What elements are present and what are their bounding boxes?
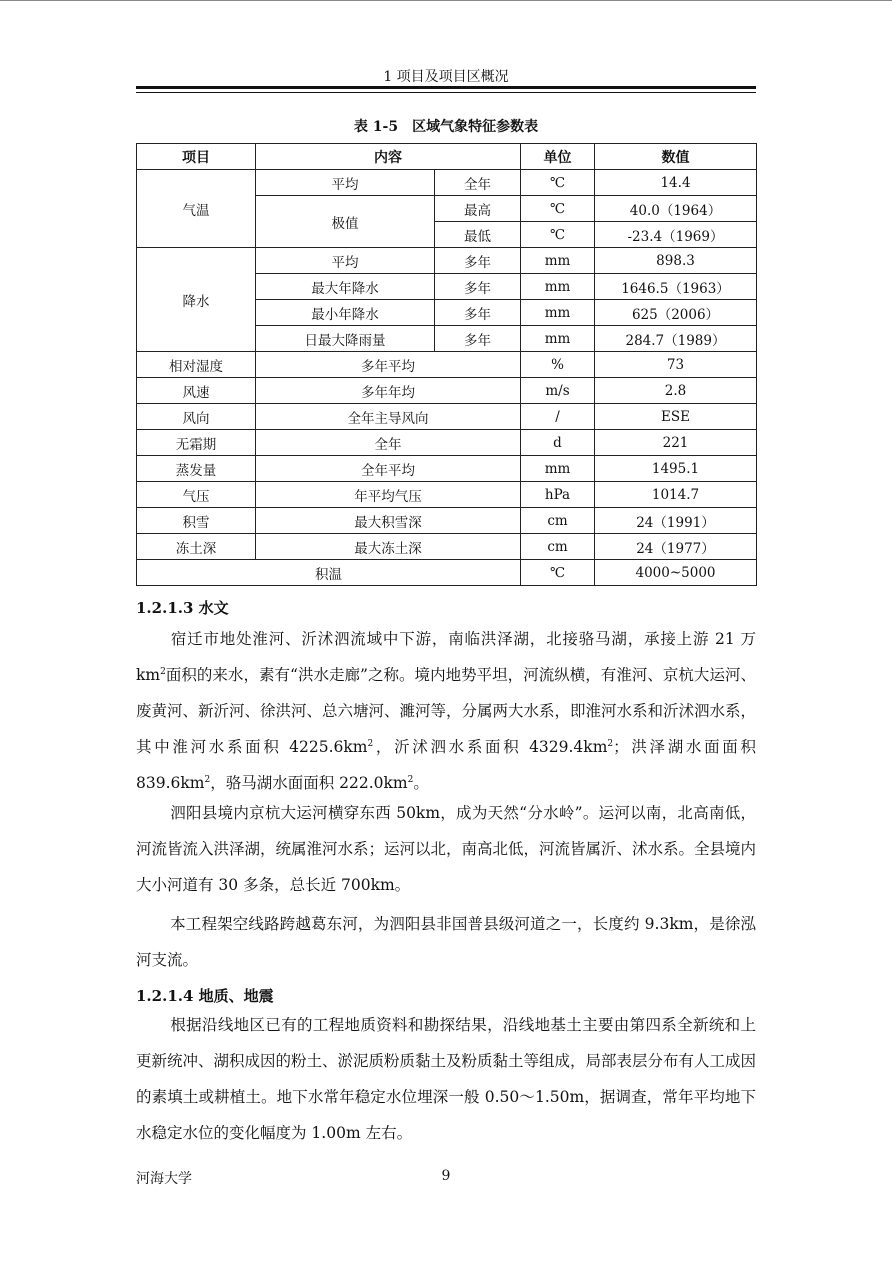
footer-page-number: 9 — [441, 1168, 451, 1184]
row-content: 全年平均 — [256, 456, 521, 482]
text-run: 面积的来水，素有“洪水走廊”之称。境内地势平坦，河流纵横，有淮河、京杭大运河、废黄河、新沂河、徐洪河、总六塘河、濉河等，分属两大水系，即淮河水系和沂沭泗水系，其中淮河水系面积 4225.6km — [136, 666, 757, 756]
running-header: 1 项目及项目区概况 — [383, 69, 509, 85]
row-unit: d — [521, 430, 595, 456]
temperature-max-unit: ℃ — [521, 196, 595, 222]
row-unit: cm — [521, 508, 595, 534]
precip-period: 多年 — [435, 326, 521, 352]
header-rule-thin — [136, 92, 756, 93]
table-row — [137, 352, 757, 378]
precip-label: 最大年降水 — [256, 274, 435, 300]
hydrology-paragraph-1 — [136, 621, 756, 801]
row-content: 多年平均 — [256, 352, 521, 378]
precip-unit: mm — [521, 326, 595, 352]
row-item: 蒸发量 — [137, 456, 256, 482]
text-run: ；洪泽湖水面面积 839.6km — [136, 738, 756, 792]
superscript: 2 — [160, 667, 166, 677]
section-heading-hydrology: 1.2.1.3 水文 — [136, 599, 229, 617]
row-content: 全年 — [256, 430, 521, 456]
superscript: 2 — [204, 775, 211, 785]
header-unit: 单位 — [521, 144, 595, 170]
superscript: 2 — [367, 739, 374, 749]
table-row — [137, 378, 757, 404]
superscript: 2 — [407, 775, 414, 785]
row-item: 风速 — [137, 378, 256, 404]
table-row — [137, 508, 757, 534]
temperature-extreme-label: 极值 — [256, 196, 435, 248]
precip-unit: mm — [521, 274, 595, 300]
hydrology-paragraph-3 — [136, 906, 756, 978]
row-item: 风向 — [137, 404, 256, 430]
table-row — [137, 248, 757, 274]
temperature-min-unit: ℃ — [521, 222, 595, 248]
header-item: 项目 — [137, 144, 256, 170]
precip-value: 898.3 — [595, 248, 757, 274]
accumulated-temperature-unit: ℃ — [521, 560, 595, 586]
text-run: 本工程架空线路跨越葛东河，为泗阳县非国普县级河道之一，长度约 9.3km，是徐泓河支流。 — [136, 915, 756, 969]
row-content: 全年主导风向 — [256, 404, 521, 430]
row-unit: mm — [521, 456, 595, 482]
section-heading-geology: 1.2.1.4 地质、地震 — [136, 987, 274, 1005]
text-run: ，骆马湖水面面积 222.0km — [210, 774, 408, 792]
row-unit: cm — [521, 534, 595, 560]
precip-value: 625（2006） — [595, 300, 757, 326]
table-row — [137, 456, 757, 482]
row-value: 24（1991） — [595, 508, 757, 534]
table-row — [137, 170, 757, 196]
row-value: ESE — [595, 404, 757, 430]
temperature-min-value: -23.4（1969） — [595, 222, 757, 248]
precip-label: 最小年降水 — [256, 300, 435, 326]
precip-period: 多年 — [435, 300, 521, 326]
temperature-avg-value: 14.4 — [595, 170, 757, 196]
row-unit: / — [521, 404, 595, 430]
precip-period: 多年 — [435, 274, 521, 300]
row-value: 1495.1 — [595, 456, 757, 482]
row-content: 最大积雪深 — [256, 508, 521, 534]
row-value: 1014.7 — [595, 482, 757, 508]
table-row — [137, 560, 757, 586]
text-run: ，沂沭泗水系面积 4329.4km — [373, 738, 608, 756]
temperature-item-cell: 气温 — [137, 170, 256, 248]
hydrology-paragraph-2 — [136, 795, 756, 903]
row-item: 相对湿度 — [137, 352, 256, 378]
precip-value: 284.7（1989） — [595, 326, 757, 352]
temperature-max-label: 最高 — [435, 196, 521, 222]
table-row — [137, 534, 757, 560]
temperature-avg-unit: ℃ — [521, 170, 595, 196]
row-item: 积雪 — [137, 508, 256, 534]
row-value: 73 — [595, 352, 757, 378]
row-unit: % — [521, 352, 595, 378]
precipitation-item-cell: 降水 — [137, 248, 256, 352]
precip-unit: mm — [521, 300, 595, 326]
climate-parameter-table — [136, 143, 757, 586]
row-item: 无霜期 — [137, 430, 256, 456]
text-run: 宿迁市地处淮河、沂沭泗流域中下游，南临洪泽湖，北接骆马湖，承接上游 21 万 km — [136, 630, 756, 684]
row-unit: m/s — [521, 378, 595, 404]
precip-unit: mm — [521, 248, 595, 274]
superscript: 2 — [607, 739, 614, 749]
temperature-avg-period: 全年 — [435, 170, 521, 196]
table-row — [137, 430, 757, 456]
precip-label: 平均 — [256, 248, 435, 274]
table-row — [137, 404, 757, 430]
text-run: 根据沿线地区已有的工程地质资料和勘探结果，沿线地基土主要由第四系全新统和上更新统冲、湖积成因的粉土、淤泥质粉质黏土及粉质黏土等组成，局部表层分布有人工成因的素填土或耕植土。地下水常年稳定水位埋深一般 0.50～1.50m，据调查，常年平均地下水稳定水位的变化幅度为 1.00m 左右。 — [136, 1016, 757, 1142]
row-value: 221 — [595, 430, 757, 456]
accumulated-temperature-item: 积温 — [137, 560, 521, 586]
row-item: 冻土深 — [137, 534, 256, 560]
row-value: 2.8 — [595, 378, 757, 404]
text-run: 。 — [413, 774, 429, 792]
header-rule-thick — [136, 86, 756, 89]
precip-label: 日最大降雨量 — [256, 326, 435, 352]
row-value: 24（1977） — [595, 534, 757, 560]
row-unit: hPa — [521, 482, 595, 508]
accumulated-temperature-value: 4000~5000 — [595, 560, 757, 586]
text-run: 泗阳县境内京杭大运河横穿东西 50km，成为天然“分水岭”。运河以南，北高南低，河流皆流入洪泽湖，统属淮河水系；运河以北，南高北低，河流皆属沂、沭水系。全县境内大小河道有 30 多条，总长近 700km。 — [136, 804, 757, 894]
footer-institution: 河海大学 — [136, 1171, 192, 1187]
row-content: 多年年均 — [256, 378, 521, 404]
page-top-border — [0, 0, 892, 1]
row-content: 年平均气压 — [256, 482, 521, 508]
row-content: 最大冻土深 — [256, 534, 521, 560]
temperature-max-value: 40.0（1964） — [595, 196, 757, 222]
precip-value: 1646.5（1963） — [595, 274, 757, 300]
temperature-min-label: 最低 — [435, 222, 521, 248]
precip-period: 多年 — [435, 248, 521, 274]
header-content: 内容 — [256, 144, 521, 170]
geology-paragraph-1 — [136, 1007, 756, 1151]
temperature-avg-label: 平均 — [256, 170, 435, 196]
table-row — [137, 482, 757, 508]
table-caption: 表 1-5 区域气象特征参数表 — [353, 119, 539, 135]
header-value: 数值 — [595, 144, 757, 170]
table-header-row — [137, 144, 757, 170]
row-item: 气压 — [137, 482, 256, 508]
